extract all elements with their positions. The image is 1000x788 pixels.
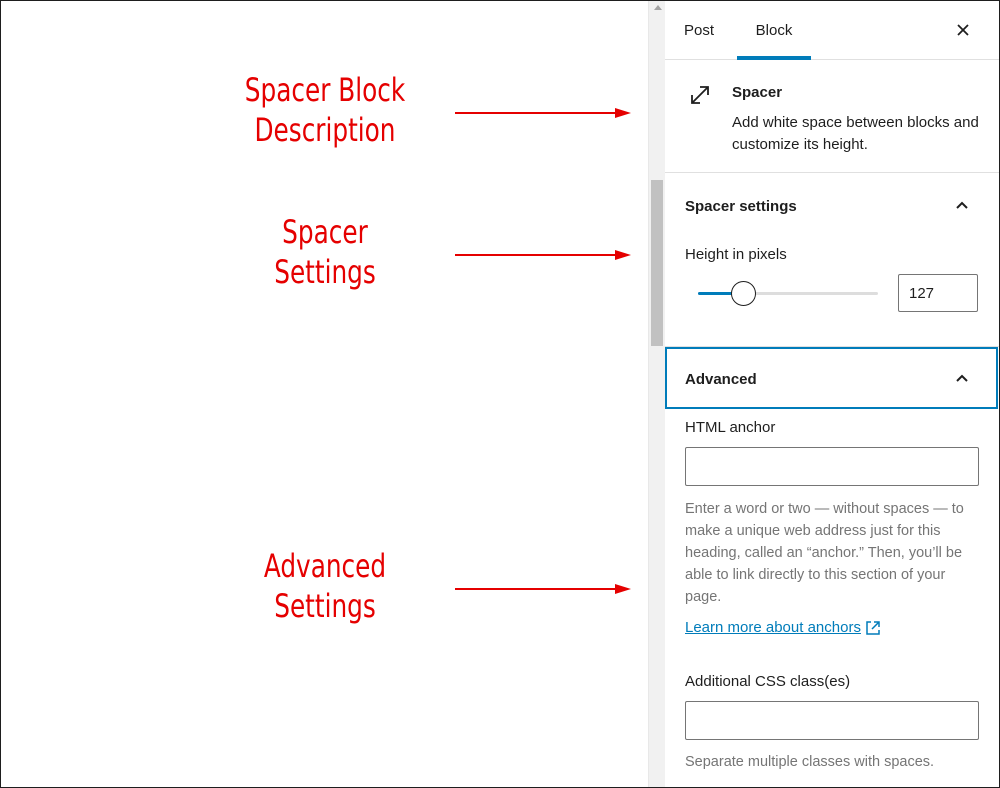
arrow-icon xyxy=(455,582,633,596)
tab-block[interactable]: Block xyxy=(755,22,793,39)
css-class-help: Separate multiple classes with spaces. xyxy=(685,754,935,770)
scrollbar-thumb[interactable] xyxy=(651,180,663,346)
block-description: Add white space between blocks and customize its height. xyxy=(732,114,979,153)
arrow-icon xyxy=(455,106,633,120)
css-class-label: Additional CSS class(es) xyxy=(685,673,851,690)
annotation-spacer-settings: Spacer Settings xyxy=(274,213,376,291)
tab-post[interactable]: Post xyxy=(684,22,715,39)
sidebar-tabs xyxy=(665,0,999,60)
external-link-icon[interactable] xyxy=(864,619,882,637)
settings-sidebar xyxy=(665,0,999,788)
css-class-input[interactable] xyxy=(685,701,979,740)
scrollbar[interactable] xyxy=(648,0,665,788)
html-anchor-label: HTML anchor xyxy=(685,419,776,436)
spacer-settings-toggle[interactable] xyxy=(665,173,999,235)
block-title: Spacer xyxy=(732,84,783,101)
height-slider-handle[interactable] xyxy=(731,281,756,306)
height-label: Height in pixels xyxy=(685,246,787,263)
close-icon[interactable] xyxy=(951,18,975,42)
advanced-panel-toggle[interactable] xyxy=(665,347,998,409)
panel-title: Spacer settings xyxy=(685,198,797,215)
arrow-icon xyxy=(455,248,633,262)
learn-more-link[interactable]: Learn more about anchors xyxy=(685,619,861,636)
block-card xyxy=(665,60,999,173)
scroll-up-arrow-icon[interactable] xyxy=(654,5,662,10)
html-anchor-input[interactable] xyxy=(685,447,979,486)
html-anchor-help: Enter a word or two — without spaces — to make a unique web address just for this heading, called an “anchor.” Then, you’ll be able to link directly to this section of your page. xyxy=(685,501,964,605)
panel-title: Advanced xyxy=(685,371,757,388)
resize-arrows-icon xyxy=(687,82,713,108)
height-input[interactable] xyxy=(898,274,978,312)
annotation-advanced-settings: Advanced Settings xyxy=(263,547,387,625)
chevron-up-icon[interactable] xyxy=(953,196,971,214)
chevron-up-icon[interactable] xyxy=(953,369,971,387)
annotation-block-description: Spacer Block Description xyxy=(244,71,406,149)
